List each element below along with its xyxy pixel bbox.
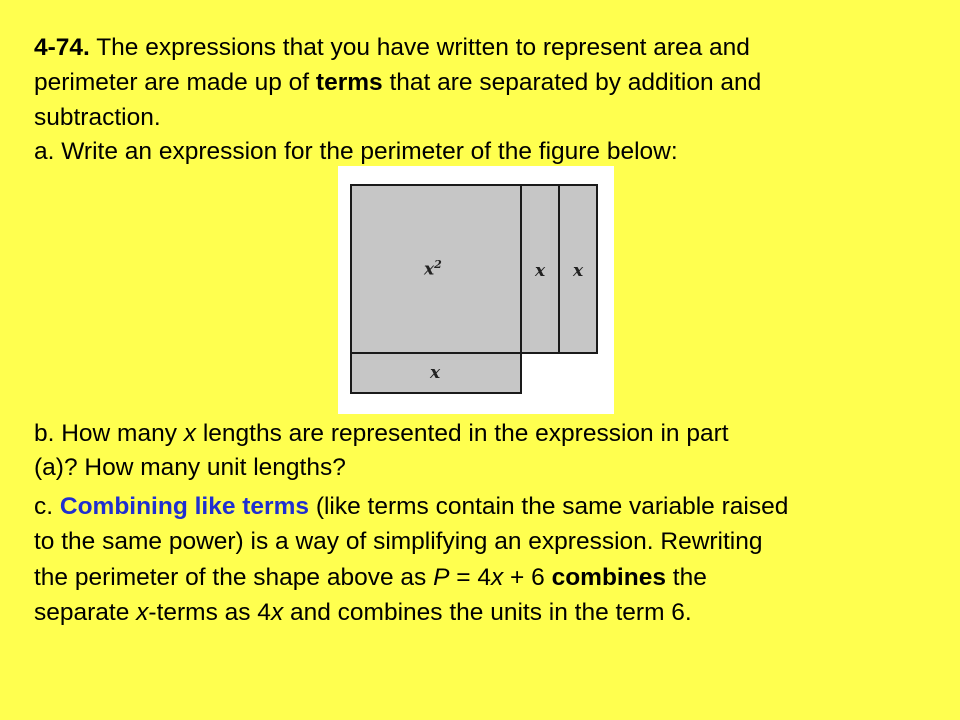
part-c-text-3c: + 6 xyxy=(503,564,552,591)
part-c-line-4 xyxy=(34,598,692,628)
part-c-x-3: x xyxy=(270,599,284,626)
part-c-text-1b: (like terms contain the same variable raised xyxy=(309,493,789,520)
perimeter-variable: P xyxy=(433,564,450,591)
intro-text-2b: that are separated by addition and xyxy=(382,69,762,96)
part-c-text-4c: and combines the units in the term 6. xyxy=(283,599,692,626)
part-b-variable: x xyxy=(183,420,197,447)
part-c-text-3b: = 4 xyxy=(449,564,491,591)
part-b-text-1a: b. How many xyxy=(34,420,184,447)
part-c-text-2: to the same power) is a way of simplifying an expression. Rewriting xyxy=(34,528,763,555)
problem-number: 4-74. xyxy=(34,34,90,61)
intro-text-3: subtraction. xyxy=(34,104,161,131)
part-a-label: a. Write an expression for the perimeter of the figure below: xyxy=(34,138,678,165)
part-c-prefix: c. xyxy=(34,493,60,520)
problem-line-3 xyxy=(34,103,161,133)
part-a-text xyxy=(34,137,678,167)
part-c-x-1: x xyxy=(490,564,504,591)
intro-text-2a: perimeter are made up of xyxy=(34,69,316,96)
x-tile-3-label: x xyxy=(430,363,441,383)
x-tile-2-label: x xyxy=(573,261,584,281)
combining-like-terms-keyword: Combining like terms xyxy=(59,493,310,520)
part-c-text-3a: the perimeter of the shape above as xyxy=(34,564,434,591)
part-b-line-2 xyxy=(34,453,346,483)
part-c-line-1 xyxy=(34,492,788,522)
part-b-text-1b: lengths are represented in the expression in part xyxy=(196,420,729,447)
combines-keyword: combines xyxy=(551,564,666,591)
part-c-x-2: x xyxy=(136,599,149,626)
part-c-line-2 xyxy=(34,527,763,557)
x-squared-label: $x^2$ xyxy=(424,258,442,280)
x-tile-vertical-1 xyxy=(520,184,560,354)
x-tile-vertical-2 xyxy=(558,184,598,354)
part-c-text-4b: -terms as 4 xyxy=(148,599,271,626)
part-c-text-4a: separate xyxy=(34,599,137,626)
intro-text-1: The expressions that you have written to represent area and xyxy=(89,34,750,61)
part-b-text-2: (a)? How many unit lengths? xyxy=(34,454,346,481)
part-c-line-3 xyxy=(34,563,707,593)
algebra-tiles-figure xyxy=(338,166,614,414)
problem-line-1 xyxy=(34,33,750,63)
x-squared-tile xyxy=(350,184,522,354)
x-tile-horizontal xyxy=(350,352,522,394)
part-c-text-3d: the xyxy=(665,564,707,591)
part-b-line-1 xyxy=(34,419,729,449)
problem-line-2 xyxy=(34,68,761,98)
terms-keyword: terms xyxy=(315,69,383,96)
x-tile-1-label: x xyxy=(535,261,546,281)
